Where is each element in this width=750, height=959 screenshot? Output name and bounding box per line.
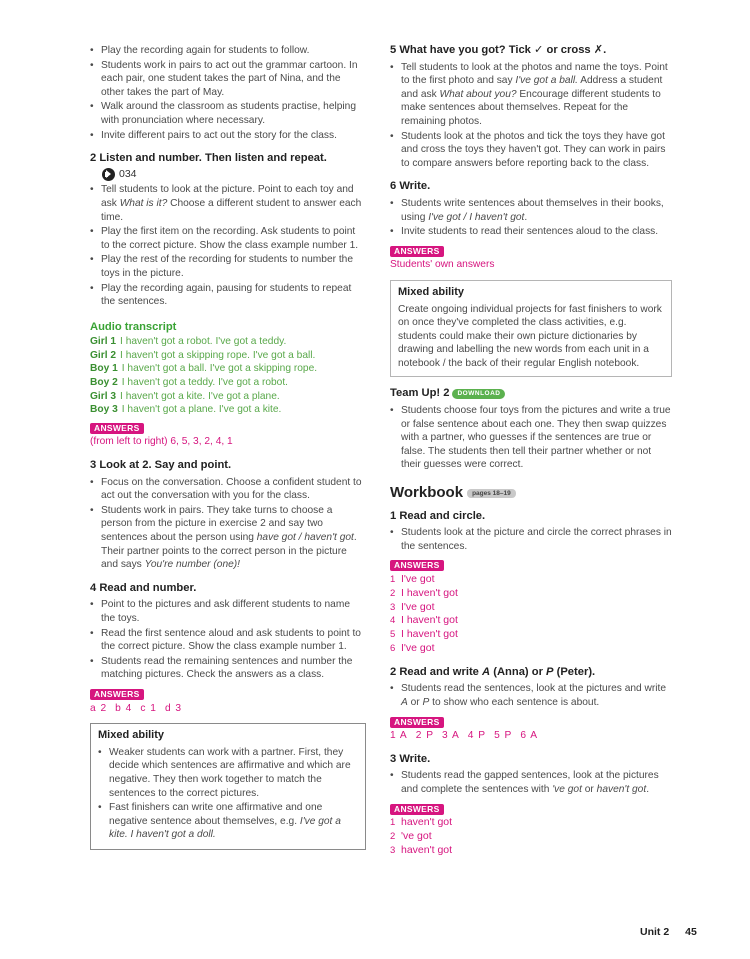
box-title: Mixed ability	[398, 285, 465, 298]
list-item: • Students read the remaining sentences and number the matching pictures. Check the answers as a class.	[90, 655, 366, 682]
audio-transcript	[90, 335, 366, 417]
section-2-heading: 2 Listen and number. Then listen and repeat.	[90, 152, 327, 165]
section-4-bullets	[90, 598, 366, 682]
answer-item: 3 I've got	[390, 600, 435, 613]
workbook-2-answers	[390, 729, 672, 743]
page-number: 45	[685, 926, 697, 938]
audio-speaker-icon	[102, 168, 115, 181]
transcript-line: Girl 1 I haven't got a robot. I've got a teddy.	[90, 336, 287, 348]
section-3-bullets	[90, 476, 366, 572]
list-item: • Walk around the classroom as students practise, helping with pronunciation where necessary.	[90, 100, 366, 127]
list-item: • Point to the pictures and ask different students to name the toys.	[90, 598, 366, 625]
answers-badge: ANSWERS	[390, 246, 444, 257]
audio-reference	[102, 168, 366, 182]
list-item: • Students read the sentences, look at the pictures and write A or P to show who each sentence is about.	[390, 682, 672, 709]
team-up-bullets	[390, 404, 672, 472]
answer-item: 1 A	[390, 730, 408, 742]
transcript-line: Girl 3 I haven't got a kite. I've got a plane.	[90, 390, 280, 402]
audio-track-number: 034	[119, 167, 137, 180]
section-6-answers: Students' own answers	[390, 259, 495, 271]
answer-item: 5 P	[494, 730, 513, 742]
team-up-heading: Team Up! 2 DOWNLOAD	[390, 387, 672, 401]
list-item: • Play the rest of the recording for students to number the toys in the picture.	[90, 253, 366, 280]
mixed-ability-box-left	[90, 723, 366, 850]
answer-item: 2 I haven't got	[390, 586, 458, 599]
mixed-ability-box-right	[390, 280, 672, 378]
workbook-heading: Workbook pages 18–19	[390, 486, 672, 500]
list-item: • Students work in pairs to act out the grammar cartoon. In each pair, one student takes the part of Nina, and the other takes the part of May.	[90, 59, 366, 100]
list-item: • Weaker students can work with a partner. First, they decide which sentences are affirmative and which are negative. They then work together to match the sentences to the correct pictures.	[98, 746, 358, 800]
list-item: • Students work in pairs. They take turns to choose a person from the picture in exercise 2 and say two sentences about the person using have got / haven't got. Their partner points to the correct person in the picture and says You're number (one)!	[90, 504, 366, 572]
section-6-heading: 6 Write.	[390, 180, 431, 193]
answer-item: d 3	[164, 702, 183, 714]
answer-item: 3 A	[442, 730, 460, 742]
transcript-line: Girl 2 I haven't got a skipping rope. I've got a ball.	[90, 349, 316, 361]
answers-badge: ANSWERS	[90, 689, 144, 700]
answer-item: b 4	[115, 702, 133, 714]
answer-item: 6 I've got	[390, 641, 435, 654]
workbook-3-heading: 3 Write.	[390, 752, 431, 765]
list-item: • Students choose four toys from the pictures and write a true or false sentence about each one. They then swap quizzes with a partner, who guesses if the sentences are true or false. The students then tell their partner whether or not their guesses were correct.	[390, 404, 672, 472]
transcript-line: Boy 1 I haven't got a ball. I've got a skipping rope.	[90, 363, 318, 375]
answer-item: 1 haven't got	[390, 816, 453, 829]
answers-badge: ANSWERS	[390, 717, 444, 728]
list-item: • Play the first item on the recording. Ask students to point to the correct picture. Show the class example number 1.	[90, 225, 366, 252]
workbook-3-answers	[390, 816, 672, 857]
box-text: Create ongoing individual projects for fast finishers to work on once they've completed the class activities, e.g. students could make their own picture dictionaries by drawing and labelling the new words from each unit in a notebook / the back of their regular English notebook.	[398, 303, 662, 369]
section-2-bullets	[90, 183, 366, 308]
list-item: • Students write sentences about themselves in their books, using I've got / I haven't got.	[390, 197, 672, 224]
section-4-answers	[90, 702, 366, 716]
pages-pill: pages 18–19	[467, 489, 516, 498]
right-column	[390, 44, 672, 858]
workbook-1-answers	[390, 573, 672, 656]
list-item: • Invite students to read their sentences aloud to the class.	[390, 225, 672, 239]
section-5-bullets	[390, 61, 672, 171]
workbook-1-heading: 1 Read and circle.	[390, 509, 486, 522]
transcript-answers: (from left to right) 6, 5, 3, 2, 4, 1	[90, 436, 233, 448]
transcript-line: Boy 2 I haven't got a teddy. I've got a robot.	[90, 377, 288, 389]
intro-bullets	[90, 44, 366, 142]
answer-item: 6 A	[520, 730, 539, 742]
answers-badge: ANSWERS	[90, 423, 144, 434]
list-item: • Play the recording again for students to follow.	[90, 44, 366, 58]
section-4-heading: 4 Read and number.	[90, 581, 197, 594]
section-3-heading: 3 Look at 2. Say and point.	[90, 459, 232, 472]
answer-item: 3 haven't got	[390, 843, 453, 856]
list-item: • Tell students to look at the picture. Point to each toy and ask What is it? Choose a different student to answer each time.	[90, 183, 366, 224]
unit-label: Unit 2	[640, 926, 670, 938]
transcript-line: Boy 3 I haven't got a plane. I've got a kite.	[90, 404, 282, 416]
answer-item: c 1	[140, 702, 157, 714]
list-item: • Fast finishers can write one affirmative and one negative sentence about themselves, e.g. I've got a kite. I haven't got a doll.	[98, 801, 358, 842]
list-item: • Tell students to look at the photos and name the toys. Point to the first photo and say I've got a ball. Address a student and ask What about you? Encourage different students to make sentences about themselves. Repeat for the remaining photos.	[390, 61, 672, 129]
list-item: • Focus on the conversation. Choose a confident student to act out the conversation with you for the class.	[90, 476, 366, 503]
answers-badge: ANSWERS	[390, 804, 444, 815]
list-item: • Students look at the photos and tick the toys they have got and cross the toys they haven't got. They can work in pairs to compare answers before reporting back to the class.	[390, 130, 672, 171]
list-item: • Students look at the picture and circle the correct phrases in the sentences.	[390, 526, 672, 553]
section-5-heading: 5 What have you got? Tick ✓ or cross ✗.	[390, 44, 607, 56]
section-6-bullets	[390, 197, 672, 239]
list-item: • Read the first sentence aloud and ask students to point to the correct picture. Show the class example number 1.	[90, 627, 366, 654]
answer-item: 1 I've got	[390, 573, 435, 585]
answer-item: 2 've got	[390, 829, 432, 842]
page-footer	[640, 926, 697, 940]
list-item: • Play the recording again, pausing for students to repeat the sentences.	[90, 282, 366, 309]
answer-item: 4 P	[467, 730, 487, 742]
workbook-2-heading: 2 Read and write A (Anna) or P (Peter).	[390, 665, 596, 678]
download-pill[interactable]: DOWNLOAD	[452, 389, 505, 399]
answers-badge: ANSWERS	[390, 560, 444, 571]
list-item: • Students read the gapped sentences, look at the pictures and complete the sentences with 've got or haven't got.	[390, 769, 672, 796]
answer-item: 5 I haven't got	[390, 628, 458, 641]
answer-item: 4 I haven't got	[390, 614, 458, 627]
left-column	[90, 44, 366, 850]
answer-item: 2 P	[415, 730, 435, 742]
answer-item: a 2	[90, 702, 108, 714]
list-item: • Invite different pairs to act out the story for the class.	[90, 129, 366, 143]
box-title: Mixed ability	[98, 729, 165, 742]
audio-transcript-heading: Audio transcript	[90, 320, 177, 333]
